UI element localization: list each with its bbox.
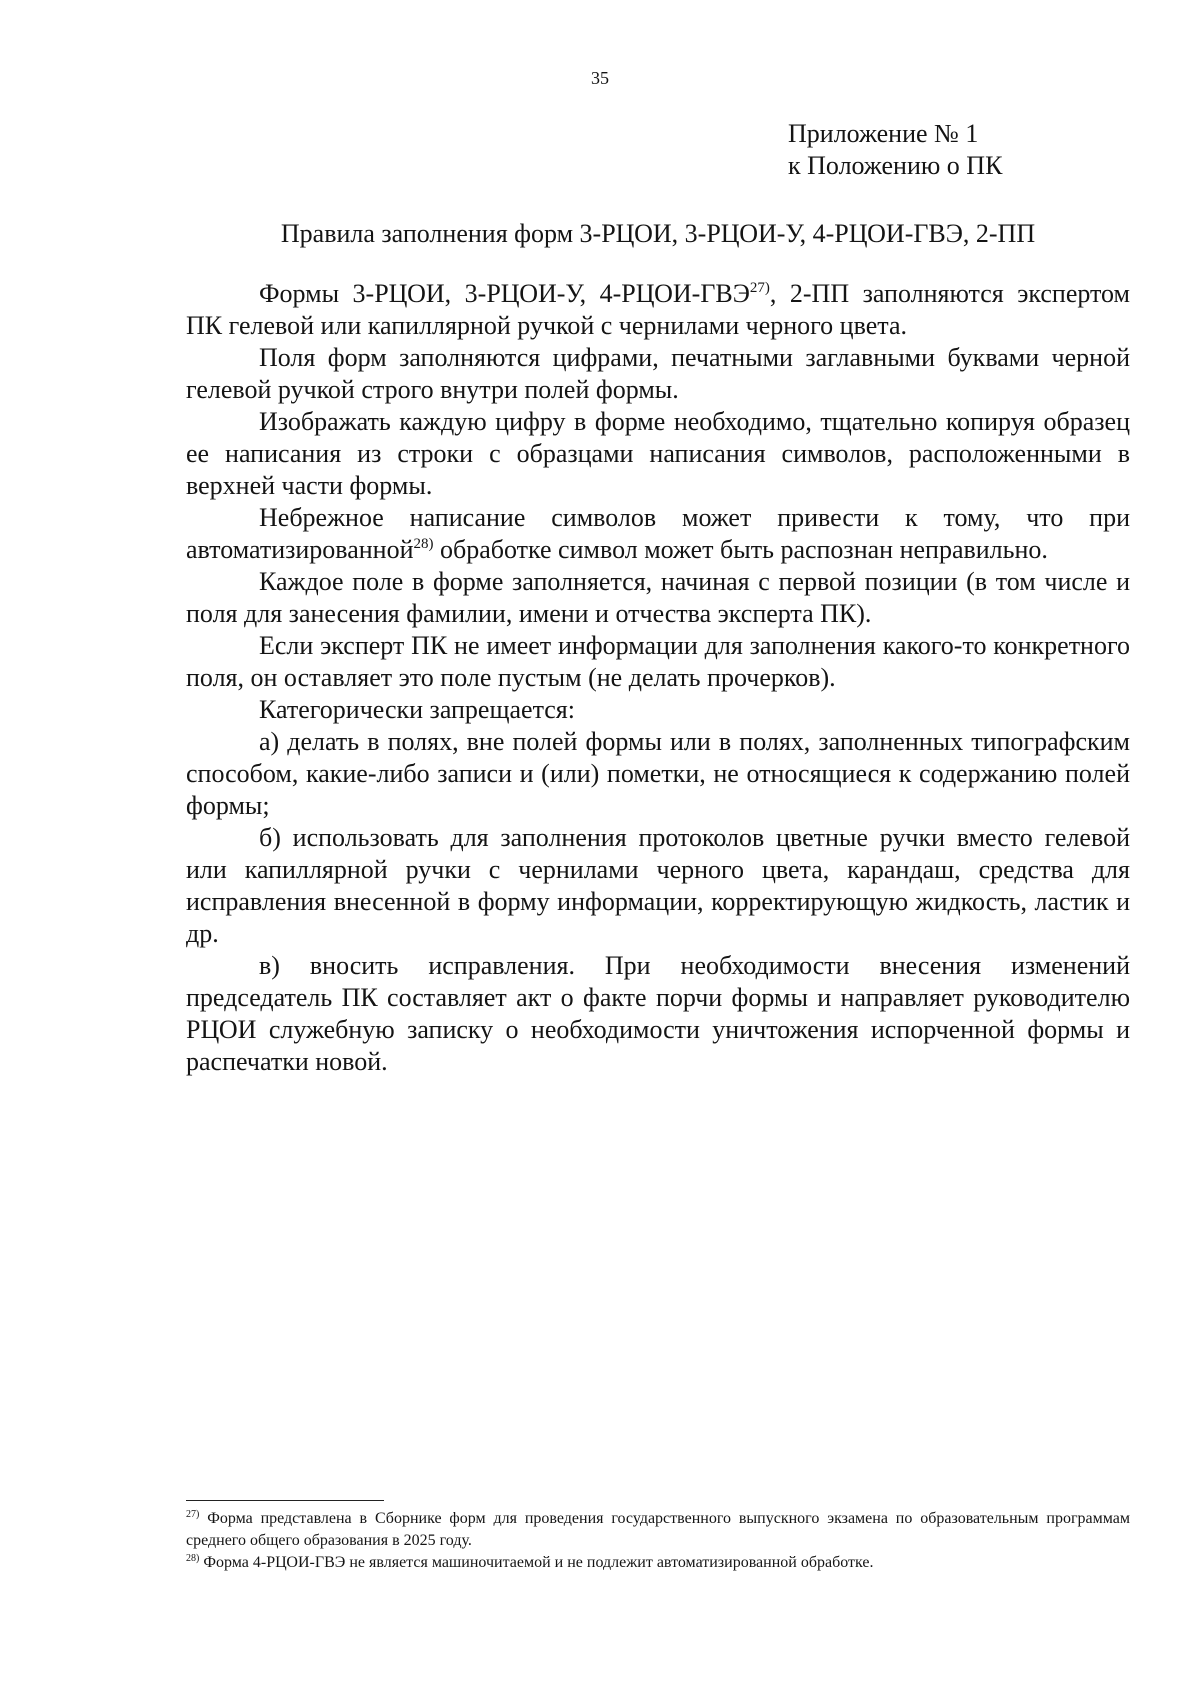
footnote-mark: 28) xyxy=(186,1553,200,1564)
footnote-mark: 27) xyxy=(186,1509,200,1520)
paragraph-text: обработке символ может быть распознан неправильно. xyxy=(433,535,1048,564)
footnote-ref-27: 27) xyxy=(749,280,770,296)
list-item-c: в) вносить исправления. При необходимости внесения изменений председатель ПК составляет акт о факте порчи формы и направляет руководителю РЦОИ служебную записку о необходимости уничтожения испорченной формы и распечатки новой. xyxy=(186,951,1130,1076)
paragraph-text: Формы 3-РЦОИ, 3-РЦОИ-У, 4-РЦОИ-ГВЭ xyxy=(259,279,750,308)
paragraph-forms-filled-by xyxy=(186,278,1130,342)
list-item-a: а) делать в полях, вне полей формы или в полях, заполненных типографским способом, какие-либо записи и (или) пометки, не относящиеся к содержанию полей формы; xyxy=(186,727,1130,820)
paragraph-text: , 2-ПП заполняются экспертом ПК гелевой или капиллярной ручкой с чернилами черного цвета. xyxy=(186,279,1130,340)
footnote-text: Форма 4-РЦОИ-ГВЭ не является машиночитаемой и не подлежит автоматизированной обработке. xyxy=(199,1554,874,1571)
appendix-header xyxy=(788,118,1002,182)
footnote-28 xyxy=(186,1552,1130,1574)
paragraph-careless-writing xyxy=(186,502,1130,566)
footnote-ref-28: 28) xyxy=(413,536,434,552)
list-item-b: б) использовать для заполнения протоколов цветные ручки вместо гелевой или капиллярной ручки с чернилами черного цвета, карандаш, средства для исправления внесенной в форму информации, корректирующую жидкость, ластик и др. xyxy=(186,823,1130,948)
document-body xyxy=(186,278,1130,1078)
page-number: 35 xyxy=(591,68,609,88)
paragraph-first-position: Каждое поле в форме заполняется, начиная с первой позиции (в том числе и поля для занесения фамилии, имени и отчества эксперта ПК). xyxy=(186,567,1130,628)
footnote-divider xyxy=(186,1500,384,1501)
paragraph-text: Небрежное написание символов может привести к тому, что при автоматизированной xyxy=(186,503,1130,564)
footnote-text: Форма представлена в Сборнике форм для проведения государственного выпускного экзамена по образовательным программам среднего общего образования в 2025 году. xyxy=(186,1510,1130,1549)
document-title: Правила заполнения форм 3-РЦОИ, 3-РЦОИ-У, 4-РЦОИ-ГВЭ, 2-ПП xyxy=(280,219,1036,248)
paragraph-fields-filled: Поля форм заполняются цифрами, печатными заглавными буквами черной гелевой ручкой строго внутри полей формы. xyxy=(186,343,1130,404)
paragraph-prohibited: Категорически запрещается: xyxy=(259,695,575,724)
footnotes xyxy=(186,1508,1130,1574)
paragraph-empty-field: Если эксперт ПК не имеет информации для заполнения какого-то конкретного поля, он оставляет это поле пустым (не делать прочерков). xyxy=(186,631,1130,692)
appendix-number: Приложение № 1 xyxy=(788,119,979,148)
paragraph-digit-copying: Изображать каждую цифру в форме необходимо, тщательно копируя образец ее написания из строки с образцами написания символов, расположенными в верхней части формы. xyxy=(186,407,1130,500)
appendix-reference: к Положению о ПК xyxy=(788,151,1003,180)
footnote-27 xyxy=(186,1508,1130,1552)
